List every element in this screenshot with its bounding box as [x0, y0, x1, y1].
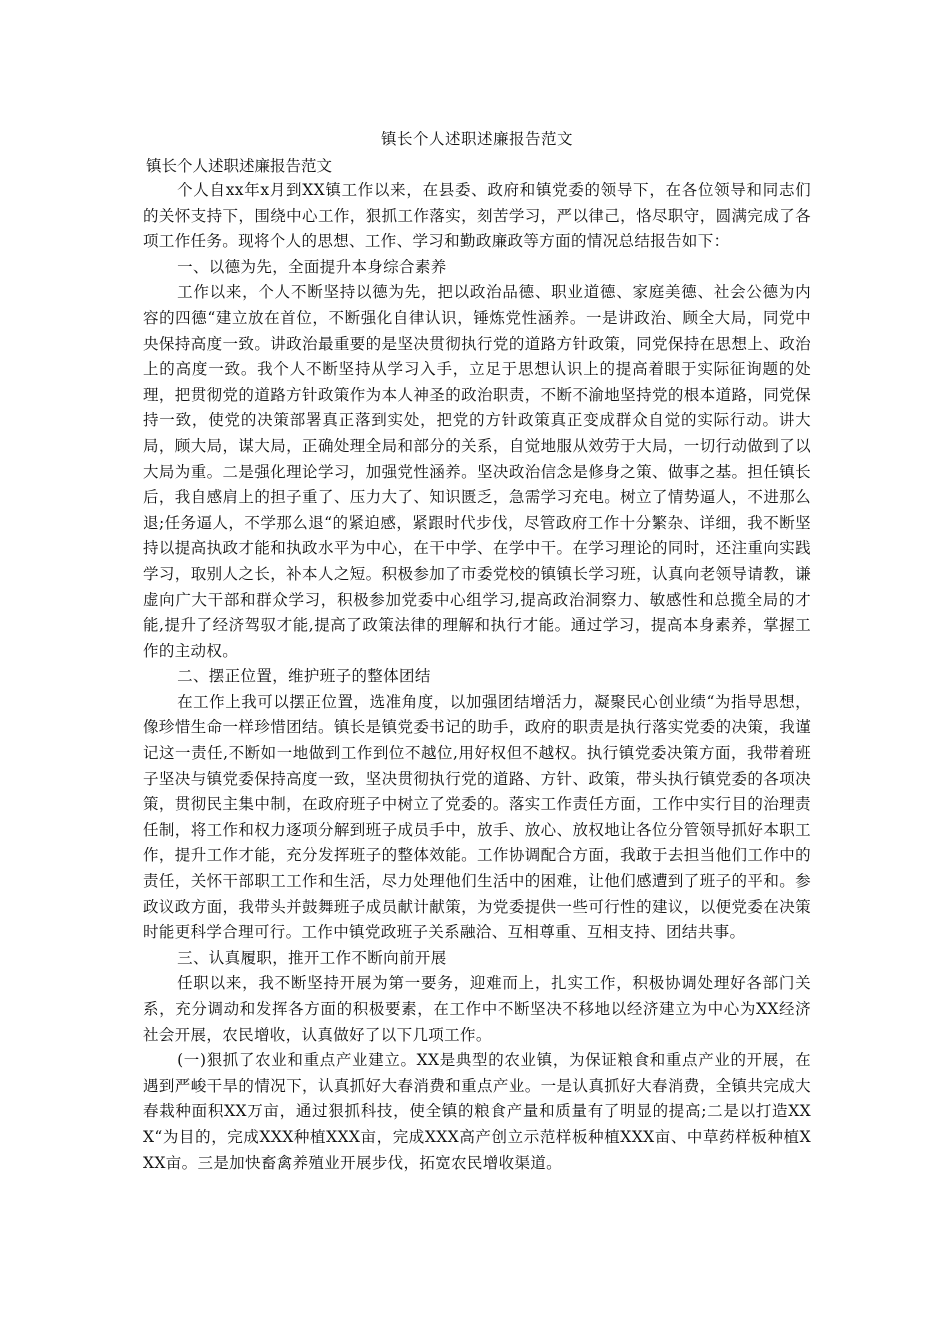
section-3-item-1-paragraph: (一)狠抓了农业和重点产业建立。XX是典型的农业镇，为保证粮食和重点产业的开展，在遇到严峻干旱的情况下，认真抓好大春消费和重点产业。一是认真抓好大春消费，全镇共完成大春栽种面积XX万亩，通过狠抓科技，使全镇的粮食产量和质量有了明显的提高;二是以打造XXX“为目的，完成XXX种植XXX亩，完成XXX高产创立示范样板种植XXX亩、中草药样板种植XXX亩。三是加快畜禽养殖业开展步伐，拓宽农民增收渠道。: [143, 1051, 811, 1172]
section-2-paragraph: 在工作上我可以摆正位置，选准角度，以加强团结增活力，凝聚民心创业绩“为指导思想，像珍惜生命一样珍惜团结。镇长是镇党委书记的助手，政府的职责是执行落实党委的决策，我谨记这一责任,不断如一地做到工作到位不越位,用好权但不越权。执行镇党委决策方面，我带着班子坚决与镇党委保持高度一致，坚决贯彻执行党的道路、方针、政策，带头执行镇党委的各项决策，贯彻民主集中制，在政府班子中树立了党委的。落实工作责任方面，工作中实行目的治理责任制，将工作和权力逐项分解到班子成员手中，放手、放心、放权地让各位分管领导抓好本职工作，提升工作才能，充分发挥班子的整体效能。工作协调配合方面，我敢于去担当他们工作中的责任，关怀干部职工工作和生活，尽力处理他们生活中的困难，让他们感遭到了班子的平和。参政议政方面，我带头并鼓舞班子成员献计献策，为党委提供一些可行性的建议，以便党委在决策时能更科学合理可行。工作中镇党政班子关系融洽、互相尊重、互相支持、团结共事。: [143, 692, 811, 942]
section-1-heading: 一、以德为先，全面提升本身综合素养: [177, 257, 447, 276]
section-2-heading: 二、摆正位置，维护班子的整体团结: [177, 667, 431, 686]
document-title: 镇长个人述职述廉报告范文: [380, 130, 573, 148]
section-1-paragraph: 工作以来，个人不断坚持以德为先，把以政治品德、职业道德、家庭美德、社会公德为内容的四德“建立放在首位，不断强化自律认识，锤炼党性涵养。一是讲政治、顾全大局，同党中央保持高度一致。讲政治最重要的是坚决贯彻执行党的道路方针政策，同党保持在思想上、政治上的高度一致。我个人不断坚持从学习入手，立足于思想认识上的提高着眼于实际征询题的处理，把贯彻党的道路方针政策作为本人神圣的政治职责，不断不渝地坚持党的根本道路，同党保持一致，使党的决策部署真正落到实处，把党的方针政策真正变成群众自觉的实际行动。讲大局，顾大局，谋大局，正确处理全局和部分的关系，自觉地服从效劳于大局，一切行动做到了以大局为重。二是强化理论学习，加强党性涵养。坚决政治信念是修身之策、做事之基。担任镇长后，我自感肩上的担子重了、压力大了、知识匮乏，急需学习充电。树立了情势逼人，不进那么退;任务逼人，不学那么退“的紧迫感，紧跟时代步伐，尽管政府工作十分繁杂、详细，我不断坚持以提高执政才能和执政水平为中心，在干中学、在学中干。在学习理论的同时，还注重向实践学习，取别人之长，补本人之短。积极参加了市委党校的镇镇长学习班，认真向老领导请教，谦虚向广大干部和群众学习，积极参加党委中心组学习,提高政治洞察力、敏感性和总揽全局的才能,提升了经济驾驭才能,提高了政策法律的理解和执行才能。通过学习，提高本身素养，掌握工作的主动权。: [143, 283, 811, 660]
section-3-heading: 三、认真履职，推开工作不断向前开展: [177, 948, 447, 967]
section-3-paragraph: 任职以来，我不断坚持开展为第一要务，迎难而上，扎实工作，积极协调处理好各部门关系，充分调动和发挥各方面的积极要素，在工作中不断坚决不移地以经济建立为中心为XX经济社会开展，农民增收，认真做好了以下几项工作。: [143, 974, 811, 1044]
document-subtitle: 镇长个人述职述廉报告范文: [146, 157, 333, 175]
intro-paragraph: 个人自xx年x月到XX镇工作以来，在县委、政府和镇党委的领导下，在各位领导和同志们的关怀支持下，围绕中心工作，狠抓工作落实，刻苦学习，严以律己，恪尽职守，圆满完成了各项工作任务。现将个人的思想、工作、学习和勤政廉政等方面的情况总结报告如下：: [143, 181, 811, 251]
document-page: [143, 128, 811, 1176]
